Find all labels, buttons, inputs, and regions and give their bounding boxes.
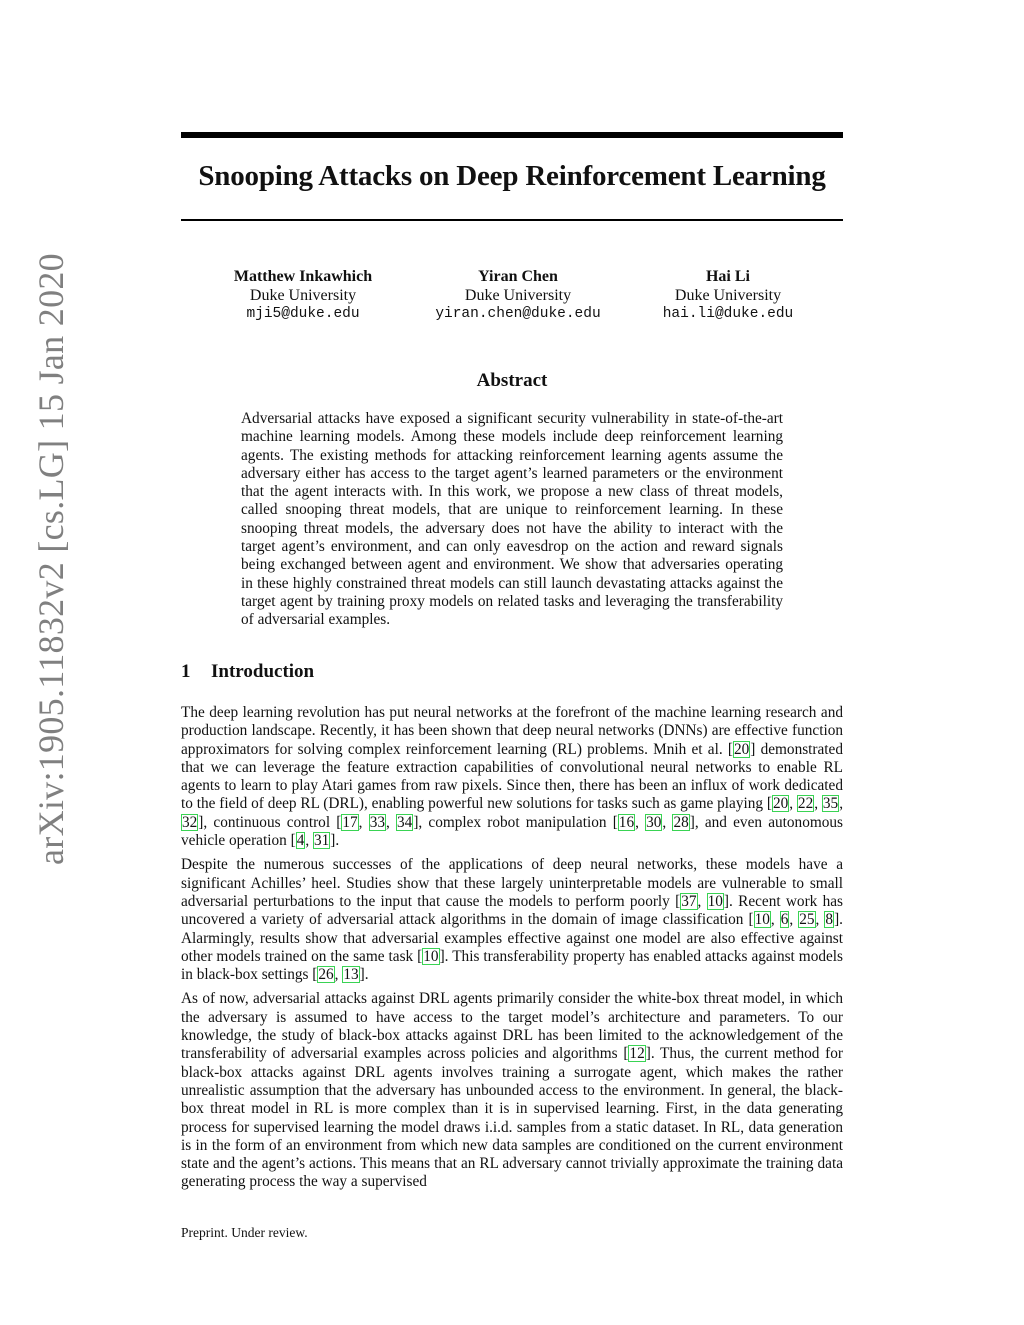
citation-link[interactable]: 10 (754, 911, 770, 929)
citation-link[interactable]: 16 (618, 813, 635, 831)
citation-link[interactable]: 25 (799, 911, 815, 929)
paper-title: Snooping Attacks on Deep Reinforcement Learning (198, 160, 826, 192)
citation-link[interactable]: 22 (797, 795, 814, 813)
author-block (418, 267, 618, 324)
author-email: hai.li@duke.edu (662, 306, 794, 322)
section-title: Introduction (211, 661, 315, 682)
citation-link[interactable]: 30 (646, 813, 662, 831)
author-name: Hai Li (705, 268, 750, 285)
author-email: mji5@duke.edu (246, 306, 360, 322)
author-name: Yiran Chen (478, 268, 558, 285)
citation-link[interactable]: 33 (369, 813, 385, 831)
citation-link[interactable]: 28 (673, 813, 689, 831)
section-heading (181, 661, 314, 683)
citation-link[interactable]: 35 (822, 795, 839, 813)
author-block (628, 267, 828, 324)
citation-link[interactable]: 34 (397, 813, 413, 831)
citation-link[interactable]: 20 (733, 740, 750, 758)
abstract-heading: Abstract (476, 370, 548, 391)
author-name: Matthew Inkawhich (233, 268, 373, 285)
citation-link[interactable]: 12 (629, 1045, 645, 1063)
citation-link[interactable]: 32 (182, 813, 198, 831)
citation-link[interactable]: 4 (296, 832, 305, 850)
arxiv-identifier: arXiv:1905.11832v2 [cs.LG] 15 Jan 2020 (31, 253, 71, 865)
citation-link[interactable]: 8 (825, 911, 834, 929)
author-affiliation: Duke University (674, 287, 782, 304)
citation-link[interactable]: 31 (314, 832, 330, 850)
paragraph: As of now, adversarial attacks against DRL agents primarily consider the white-box threat model, in which the adversary is assumed to have access to the target model’s architecture and parameters. To our knowledge, the study of black-box attacks against DRL has been limited to the acknowledgement of the transferability of adversarial examples across policies and algorithms [12]. Thus, the current method for black-box attacks against DRL agents involves training a surrogate agent, which makes the rather unrealistic assumption that the adversary has unbounded access to the environment. In general, the black-box threat model in RL is more complex than it is in supervised learning. First, in the data generating process for supervised learning the model draws i.i.d. samples from a static dataset. In RL, data generation is in the form of an environment from which new data samples are conditioned on the current environment state and the agent’s actions. This means that an RL adversary cannot trivially approximate the training data generating process the way a supervised (181, 990, 843, 1191)
citation-link[interactable]: 20 (772, 795, 789, 813)
section-number: 1 (181, 661, 191, 682)
citation-link[interactable]: 13 (343, 966, 359, 984)
author-affiliation: Duke University (464, 287, 572, 304)
citation-link[interactable]: 26 (318, 966, 334, 984)
author-block (203, 267, 403, 324)
title-rule-top (181, 132, 843, 138)
footer-note: Preprint. Under review. (181, 1225, 308, 1240)
paragraph: The deep learning revolution has put neural networks at the forefront of the machine learning research and production landscape. Recently, it has been shown that deep neural networks (DNNs) are effective function approximators for solving complex reinforcement learning (RL) problems. Mnih et al. [20] demonstrated that we can leverage the feature extraction capabilities of convolutional neural networks to enable RL agents to learn to play Atari games from raw pixels. Since then, there has been an influx of work dedicated to the field of deep RL (DRL), enabling powerful new solutions for tasks such as game playing [20, 22, 35, 32], continuous control [17, 33, 34], complex robot manipulation [16, 30, 28], and even autonomous vehicle operation [4, 31]. (181, 704, 844, 850)
author-email: yiran.chen@duke.edu (435, 306, 601, 322)
citation-link[interactable]: 6 (780, 911, 789, 929)
introduction-body (181, 704, 843, 1198)
citation-link[interactable]: 17 (342, 813, 358, 831)
abstract-text: Adversarial attacks have exposed a significant security vulnerability in state-of-the-art machine learning models. Among these models include deep reinforcement learning agents. The existing methods for attacking reinforcement learning agents assume the adversary either has access to the target agent’s learned parameters or the environment that the agent interacts with. In this work, we propose a new class of threat models, called snooping threat models, that are unique to reinforcement learning. In these snooping threat models, the adversary does not have the ability to interact with the target agent’s environment, and can only eavesdrop on the action and reward signals being exchanged between agent and environment. We show that adversaries operating in these highly constrained threat models can still launch devastating attacks against the target agent by training proxy models on related tasks and leveraging the transferability of adversarial examples. (241, 410, 783, 629)
citation-link[interactable]: 10 (423, 947, 439, 965)
author-affiliation: Duke University (249, 287, 357, 304)
paragraph: Despite the numerous successes of the applications of deep neural networks, these models have a significant Achilles’ heel. Studies show that these largely uninterpretable models are vulnerable to small adversarial perturbations to the input that cause the models to perform poorly [37, 10]. Recent work has uncovered a variety of adversarial attack algorithms in the domain of image classification [10, 6, 25, 8]. Alarmingly, results show that adversarial examples effective against one model are also effective against other models trained on the same task [10]. This transferability property has enabled attacks against models in black-box settings [26, 13]. (181, 856, 843, 984)
title-rule-bottom (181, 219, 843, 221)
citation-link[interactable]: 37 (681, 892, 697, 910)
citation-link[interactable]: 10 (707, 892, 723, 910)
